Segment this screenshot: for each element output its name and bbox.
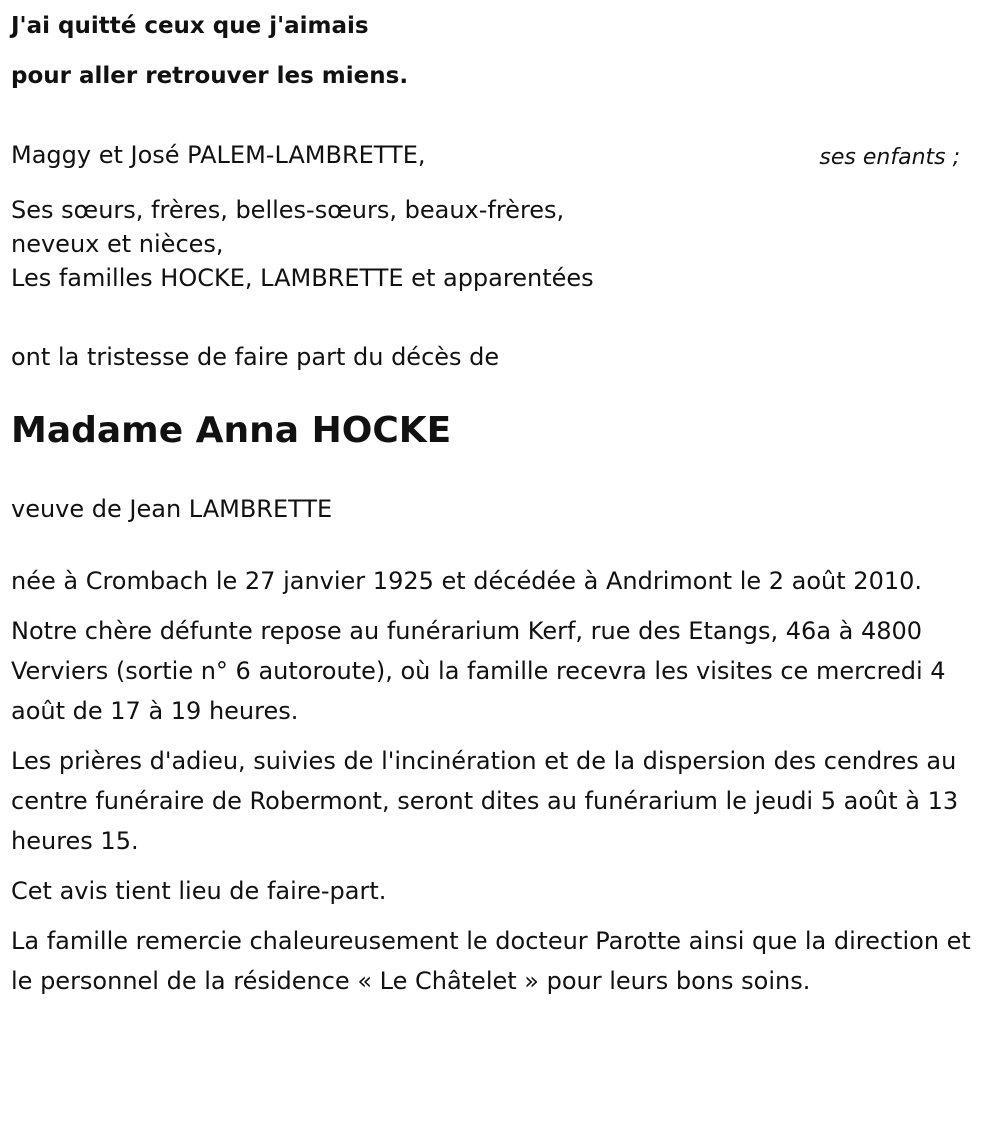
birth-death-paragraph: née à Crombach le 27 janvier 1925 et décédée à Andrimont le 2 août 2010.	[11, 567, 923, 595]
verse-line-2: pour aller retrouver les miens.	[11, 63, 409, 89]
thanks-paragraph: La famille remercie chaleureusement le docteur Parotte ainsi que la direction et le personnel de la résidence « Le Châtelet » pour leurs bons soins.	[11, 927, 971, 995]
details	[11, 561, 986, 1001]
notice-paragraph: Cet avis tient lieu de faire-part.	[11, 877, 387, 905]
relatives-line: Les familles HOCKE, LAMBRETTE et apparentées	[11, 264, 594, 292]
widow-of: veuve de Jean LAMBRETTE	[11, 495, 333, 523]
children-names: Maggy et José PALEM-LAMBRETTE,	[11, 141, 426, 169]
children-label: ses enfants ;	[819, 145, 960, 170]
family-block	[11, 137, 986, 295]
relatives-list	[11, 193, 986, 295]
obituary-notice	[11, 0, 986, 1011]
farewell-prayers-paragraph: Les prières d'adieu, suivies de l'incinération et de la dispersion des cendres au centre funéraire de Robermont, seront dites au funérarium le jeudi 5 août à 13 heures 15.	[11, 747, 959, 855]
relatives-line: neveux et nièces,	[11, 230, 224, 258]
relatives-line: Ses sœurs, frères, belles-sœurs, beaux-frères,	[11, 196, 565, 224]
deceased-name: Madame Anna HOCKE	[11, 410, 452, 451]
announcement: ont la tristesse de faire part du décès de	[11, 343, 500, 371]
verse-line-1: J'ai quitté ceux que j'aimais	[11, 13, 369, 39]
verse	[11, 0, 986, 101]
funeral-home-paragraph: Notre chère défunte repose au funérarium Kerf, rue des Etangs, 46a à 4800 Verviers (sortie n° 6 autoroute), où la famille recevra les visites ce mercredi 4 août de 17 à 19 heures.	[11, 617, 946, 725]
